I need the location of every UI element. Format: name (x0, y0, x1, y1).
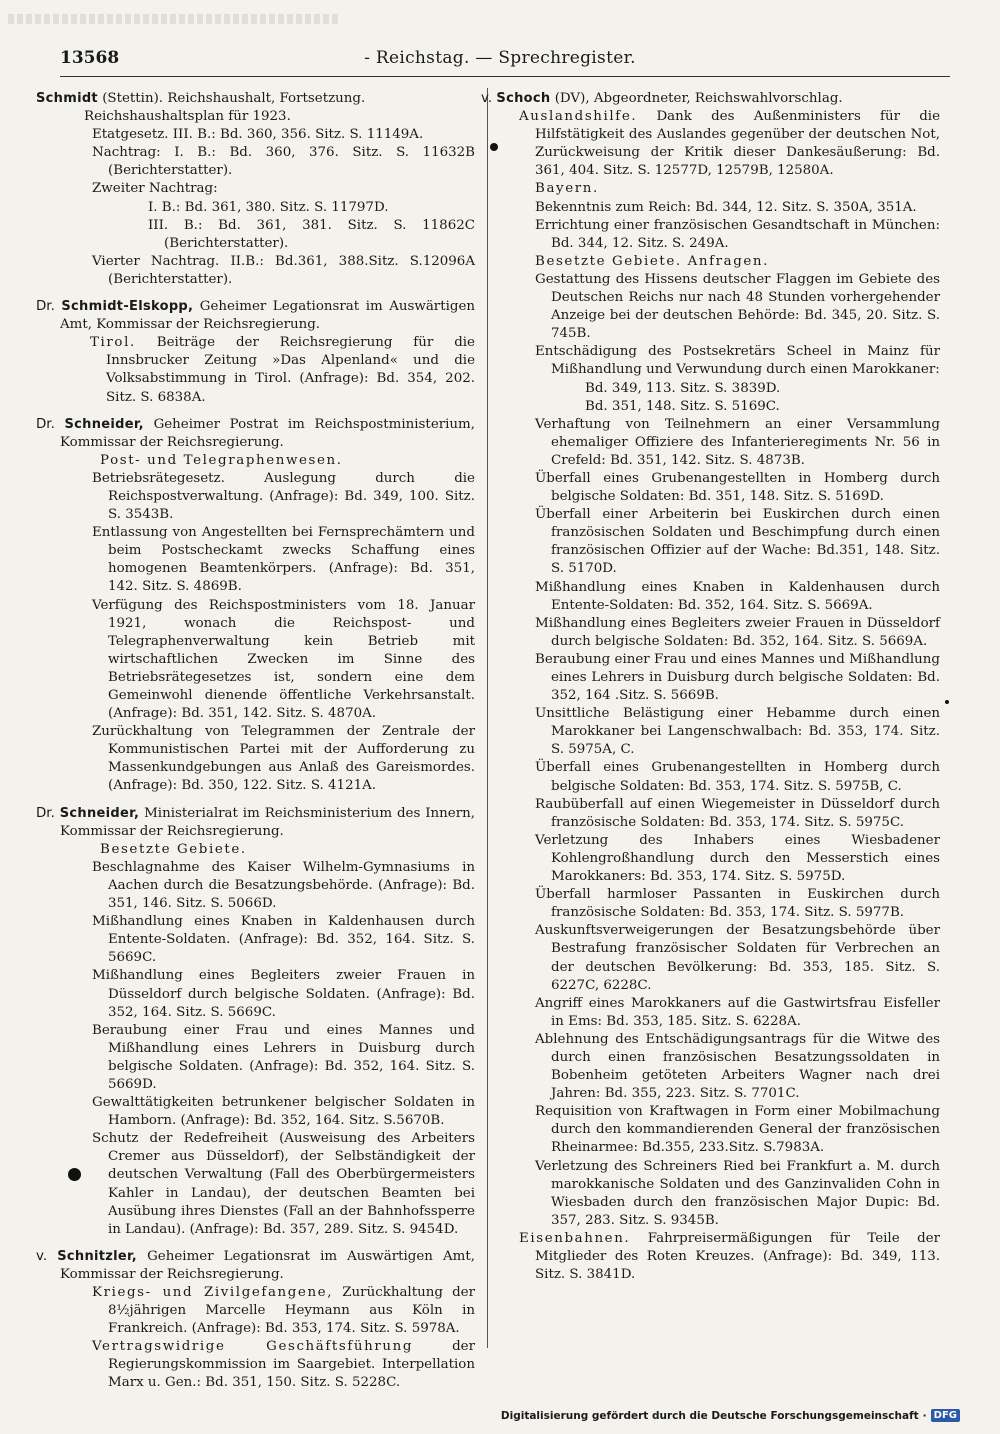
list-item: Reichshaushaltsplan für 1923. (84, 109, 291, 125)
entry-schnitzler (36, 1248, 475, 1393)
entry-schneider-innern (36, 805, 475, 1239)
list-item: Ablehnung des Entschädigungsantrags für die Witwe des durch einen französischen Besatzungssoldaten in Bobenheim getöteten Arbeiters Wagner nach drei Jahren: Bd. 355, 223. Sitz. S. 7701C. (535, 1031, 940, 1102)
list-item: Eisenbahnen. Fahrpreisermäßigungen für Teile der Mitglieder des Roten Kreuzes. (Anfrage): Bd. 349, 113. Sitz. S. 3841D. (519, 1230, 940, 1283)
list-item: Beraubung einer Frau und eines Mannes und Mißhandlung eines Lehrers in Duisburg durch belgische Soldaten: Bd. 352, 164 .Sitz. S. 5669B. (535, 651, 940, 704)
list-item: Mißhandlung eines Knaben in Kaldenhausen durch Entente-Soldaten. (Anfrage): Bd. 352, 164. Sitz. S. 5669C. (92, 914, 475, 966)
page-number: 13568 (60, 48, 120, 68)
list-item: Kriegs- und Zivilgefangene, Zurückhaltung der 8½jährigen Marcelle Heymann aus Köln in Frankreich. (Anfrage): Bd. 353, 174. Sitz. S. 5978A. (92, 1285, 475, 1337)
scan-artifact (8, 14, 338, 24)
topic-heading: Bayern. (535, 181, 599, 197)
list-item: Überfall harmloser Passanten in Euskirchen durch französische Soldaten: Bd. 353, 174. Sitz. S. 5977B. (535, 887, 940, 921)
topic-heading: Post- und Telegraphenwesen. (100, 452, 343, 468)
ink-dot (68, 1168, 81, 1181)
entry-name: Schmidt-Elskopp, (61, 299, 194, 315)
list-item: Errichtung einer französischen Gesandtschaft in München: Bd. 344, 12. Sitz. S. 249A. (535, 217, 940, 251)
entry-prefix: Dr. (36, 299, 62, 315)
entry-name: Schoch (496, 91, 551, 106)
entry-qualifier: Ministerialrat im Reichsministerium des Innern, Kommissar der Reichsregierung. (60, 805, 475, 839)
list-item: Verletzung des Inhabers eines Wiesbadener Kohlengroßhandlung durch den Messerstich eines Marokkaners: Bd. 353, 174. Sitz. S. 5975D. (535, 832, 940, 885)
ink-dot (490, 143, 498, 151)
left-column (36, 90, 475, 1402)
running-head: - Reichstag. — Sprechregister. (364, 48, 636, 68)
entry-schmidt (36, 90, 475, 289)
topic-heading: Kriegs- und Zivilgefangene, (92, 1285, 334, 1300)
entry-schneider-post (36, 416, 475, 796)
entry-qualifier: (Stettin). Reichshaushalt, Fortsetzung. (97, 91, 366, 106)
list-item: Vierter Nachtrag. II.B.: Bd.361, 388.Sitz. S.12096A (Berichterstatter). (92, 253, 475, 287)
list-item: Mißhandlung eines Knaben in Kaldenhausen durch Entente-Soldaten: Bd. 352, 164. Sitz. S. 5669A. (535, 579, 940, 613)
list-item: Bd. 351, 148. Sitz. S. 5169C. (585, 398, 780, 414)
entry-prefix: Dr. (36, 416, 65, 432)
list-item: Überfall eines Grubenangestellten in Homberg durch belgische Soldaten: Bd. 351, 148. Sitz. S. 5169D. (535, 470, 940, 505)
right-column (481, 90, 940, 1293)
entry-prefix: Dr. (36, 805, 60, 821)
list-item: Entlassung von Angestellten bei Fernsprechämtern und beim Postscheckamt zwecks Schaffung eines homogenen Beamtenkörpers. (Anfrage): Bd. 351, 142. Sitz. S. 4869B. (92, 525, 475, 595)
list-item: Auskunftsverweigerungen der Besatzungsbehörde über Bestrafung französischer Soldaten für Verbrechen an der deutschen Bevölkerung: Bd. 353, 185. Sitz. S. 6227C, 6228C. (535, 923, 940, 993)
list-item: Etatgesetz. III. B.: Bd. 360, 356. Sitz. S. 11149A. (92, 127, 424, 143)
list-item: Raubüberfall auf einen Wiegemeister in Düsseldorf durch französische Soldaten: Bd. 353, 174. Sitz. S. 5975C. (535, 796, 940, 830)
list-item: I. B.: Bd. 361, 380. Sitz. S. 11797D. (148, 199, 389, 215)
dfg-logo: DFG (931, 1409, 960, 1422)
list-item: Verfügung des Reichspostministers vom 18. Januar 1921, wonach die Reichspost- und Telegraphenverwaltung kein Betrieb mit wirtschaftlichen Zwecken im Sinne des Betriebsrätegesetzes ist, sondern eine dem Gemeinwohl dienende öffentliche Verkehrsanstalt. (Anfrage): Bd. 351, 142. Sitz. S. 4870A. (92, 597, 475, 722)
list-item: Betriebsrätegesetz. Auslegung durch die Reichspostverwaltung. (Anfrage): Bd. 349, 100. Sitz. S. 3543B. (92, 470, 475, 523)
list-item: Schutz der Redefreiheit (Ausweisung des Arbeiters Cremer aus Düsseldorf), der Selbständigkeit der deutschen Verwaltung (Fall des Oberbürgermeisters Kahler in Landau), der deutschen Beamten bei Ausübung ihres Dienstes (Fall an der Bahnhofssperre in Landau). (Anfrage): Bd. 357, 289. Sitz. S. 9454D. (92, 1131, 475, 1237)
list-item: Auslandshilfe. Dank des Außenministers für die Hilfstätigkeit des Auslandes gegenüber der deutschen Not, Zurückweisung der Kritik dieser Dankesäußerung: Bd. 361, 404. Sitz. S. 12577D, 12579B, 12580A. (519, 109, 940, 179)
list-item: III. B.: Bd. 361, 381. Sitz. S. 11862C (Berichterstatter). (148, 217, 475, 251)
list-item: Überfall eines Grubenangestellten in Homberg durch belgische Soldaten: Bd. 353, 174. Sitz. S. 5975B, C. (535, 760, 940, 794)
list-item: Bd. 349, 113. Sitz. S. 3839D. (585, 380, 781, 396)
topic-heading: Vertragswidrige Geschäftsführung (92, 1339, 413, 1355)
list-item: Gestattung des Hissens deutscher Flaggen im Gebiete des Deutschen Reichs nur nach 48 Stunden vorhergehender Anzeige bei der deutschen Behörde: Bd. 345, 20. Sitz. S. 745B. (535, 271, 940, 342)
list-item: Verletzung des Schreiners Ried bei Frankfurt a. M. durch marokkanische Soldaten und des Ganzinvaliden Cohn in Wiesbaden durch den französischen Major Dupic: Bd. 357, 283. Sitz. S. 9345B. (535, 1158, 940, 1228)
list-item: Requisition von Kraftwagen in Form einer Mobilmachung durch den kommandierenden General der französischen Rheinarmee: Bd.355, 233.Sitz. S.7983A. (535, 1104, 940, 1156)
entry-schmidt-elskopp (36, 298, 475, 407)
list-item: Verhaftung von Teilnehmern an einer Versammlung ehemaliger Offiziere des Infanterieregiments Nr. 56 in Crefeld: Bd. 351, 142. Sitz. S. 4873B. (535, 416, 940, 468)
footer: Digitalisierung gefördert durch die Deutsche Forschungsgemeinschaft · DFG (501, 1409, 960, 1422)
list-item: Nachtrag: I. B.: Bd. 360, 376. Sitz. S. 11632B (Berichterstatter). (92, 145, 475, 179)
entry-name: Schnitzler, (57, 1248, 138, 1264)
entry-qualifier: Geheimer Postrat im Reichspostministerium, Kommissar der Reichsregierung. (60, 416, 475, 450)
list-item: Angriff eines Marokkaners auf die Gastwirtsfrau Eisfeller in Ems: Bd. 353, 185. Sitz. S. 6228A. (535, 995, 940, 1029)
entry-prefix: v. (36, 1248, 58, 1264)
topic-heading: Besetzte Gebiete. (100, 841, 247, 857)
entry-qualifier: Geheimer Legationsrat im Auswärtigen Amt, Kommissar der Reichsregierung. (60, 299, 475, 333)
list-item: Gewalttätigkeiten betrunkener belgischer Soldaten in Hamborn. (Anfrage): Bd. 352, 164. Sitz. S.5670B. (92, 1095, 475, 1129)
list-item: Zweiter Nachtrag: (92, 181, 218, 197)
topic-heading: Eisenbahnen. (519, 1230, 631, 1246)
topic-heading: Besetzte Gebiete. Anfragen. (535, 253, 769, 269)
list-item: Überfall einer Arbeiterin bei Euskirchen durch einen französischen Soldaten und Beschimpfung durch einen französischen Offizier auf der Wache: Bd.351, 148. Sitz. S. 5170D. (535, 507, 940, 577)
list-item: Beschlagnahme des Kaiser Wilhelm-Gymnasiums in Aachen durch die Besatzungsbehörde. (Anfrage): Bd. 351, 146. Sitz. S. 5066D. (92, 859, 475, 912)
topic-heading: Tirol. (90, 335, 136, 351)
entry-qualifier: Geheimer Legationsrat im Auswärtigen Amt, Kommissar der Reichsregierung. (60, 1248, 475, 1282)
list-item: Mißhandlung eines Begleiters zweier Frauen in Düsseldorf durch belgische Soldaten: Bd. 352, 164. Sitz. S. 5669A. (535, 615, 940, 649)
list-item: Vertragswidrige Geschäftsführung der Regierungskommission im Saargebiet. Interpellation Marx u. Gen.: Bd. 351, 150. Sitz. S. 5228C. (92, 1339, 475, 1391)
list-item: Unsittliche Belästigung einer Hebamme durch einen Marokkaner bei Langenschwalbach: Bd. 353, 174. Sitz. S. 5975A, C. (535, 706, 940, 758)
topic-heading: Auslandshilfe. (519, 109, 638, 125)
entry-prefix: v. (481, 91, 497, 106)
list-item: Mißhandlung eines Begleiters zweier Frauen in Düsseldorf durch belgische Soldaten. (Anfrage): Bd. 352, 164. Sitz. S. 5669C. (92, 968, 475, 1020)
list-item: Tirol. Beiträge der Reichsregierung für die Innsbrucker Zeitung »Das Alpenland« und die Volksabstimmung in Tirol. (Anfrage): Bd. 354, 202. Sitz. S. 6838A. (90, 335, 475, 405)
list-item: Bekenntnis zum Reich: Bd. 344, 12. Sitz. S. 350A, 351A. (535, 199, 917, 215)
entry-name: Schneider, (59, 805, 140, 821)
ink-dot (945, 700, 949, 704)
footer-text: Digitalisierung gefördert durch die Deutsche Forschungsgemeinschaft (500, 1409, 919, 1422)
list-item: Entschädigung des Postsekretärs Scheel in Mainz für Mißhandlung und Verwundung durch einen Marokkaner: (535, 344, 940, 378)
entry-qualifier: (DV), Abgeordneter, Reichswahlvorschlag. (550, 91, 843, 106)
entry-name: Schneider, (64, 416, 144, 432)
header-rule (60, 76, 950, 77)
entry-name: Schmidt (36, 91, 98, 106)
column-divider (487, 88, 488, 1348)
list-item: Beraubung einer Frau und eines Mannes und Mißhandlung eines Lehrers in Duisburg durch belgische Soldaten. (Anfrage): Bd. 352, 164. Sitz. S. 5669D. (92, 1022, 475, 1092)
entry-schoch (481, 90, 940, 1284)
list-item: Zurückhaltung von Telegrammen der Zentrale der Kommunistischen Partei mit der Aufforderung zu Massenkundgebungen aus Anlaß des Gareismordes. (Anfrage): Bd. 350, 122. Sitz. S. 4121A. (92, 724, 475, 794)
